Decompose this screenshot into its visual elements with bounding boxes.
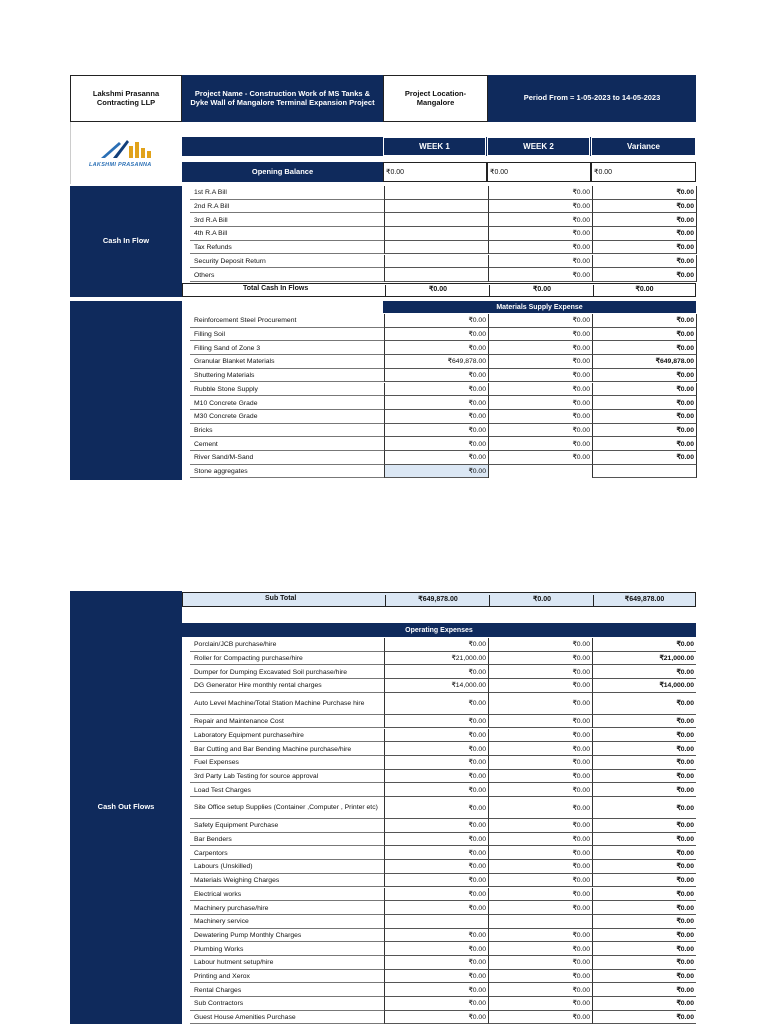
operating-row-week2: ₹0.00 bbox=[488, 797, 592, 819]
operating-row-week1: ₹0.00 bbox=[384, 783, 488, 797]
operating-row-label: Electrical works bbox=[194, 890, 242, 898]
operating-row-week1: ₹0.00 bbox=[384, 833, 488, 847]
operating-row-label: Dumper for Dumping Excavated Soil purchase/hire bbox=[194, 668, 348, 676]
cash-in-row bbox=[182, 255, 696, 269]
operating-row-label: Guest House Amenities Purchase bbox=[194, 1014, 296, 1022]
operating-row-variance: ₹14,000.00 bbox=[592, 679, 696, 693]
subtotal-row: Sub Total ₹649,878.00 ₹0.00 ₹649,878.00 bbox=[182, 592, 696, 607]
operating-row bbox=[182, 783, 696, 797]
materials-row bbox=[182, 355, 696, 369]
total-cash-in-week1: ₹0.00 bbox=[385, 285, 490, 297]
cash-in-row-week2: ₹0.00 bbox=[488, 186, 592, 200]
materials-row-week2: ₹0.00 bbox=[488, 314, 592, 328]
operating-row-week2: ₹0.00 bbox=[488, 846, 592, 860]
operating-row-label: Bar Benders bbox=[194, 836, 232, 844]
operating-row-week1: ₹0.00 bbox=[384, 997, 488, 1011]
cash-in-row-label: 2nd R.A Bill bbox=[194, 203, 230, 211]
materials-row-week2: ₹0.00 bbox=[488, 451, 592, 465]
cash-in-row bbox=[182, 227, 696, 241]
operating-row bbox=[182, 715, 696, 729]
cash-in-row-divider bbox=[190, 281, 384, 282]
operating-row-variance: ₹0.00 bbox=[592, 929, 696, 943]
cash-in-row-variance: ₹0.00 bbox=[592, 200, 697, 214]
operating-row-week2: ₹0.00 bbox=[488, 693, 592, 715]
cash-in-row bbox=[182, 241, 696, 255]
materials-row-week2: ₹0.00 bbox=[488, 355, 592, 369]
project-location-cell bbox=[383, 75, 488, 122]
cash-in-row-label: 1st R.A Bill bbox=[194, 189, 227, 197]
operating-row bbox=[182, 756, 696, 770]
materials-row bbox=[182, 451, 696, 465]
operating-row-week2: ₹0.00 bbox=[488, 783, 592, 797]
operating-row-variance: ₹0.00 bbox=[592, 729, 696, 743]
materials-row-week2 bbox=[488, 465, 592, 479]
operating-row-label: DG Generator Hire monthly rental charges bbox=[194, 682, 322, 690]
operating-row-week1: ₹0.00 bbox=[384, 756, 488, 770]
operating-row-variance: ₹0.00 bbox=[592, 915, 696, 929]
operating-row-week2: ₹0.00 bbox=[488, 970, 592, 984]
logo-cell bbox=[70, 122, 182, 184]
cash-in-row-week1 bbox=[384, 200, 488, 214]
cash-in-row-week1 bbox=[384, 241, 488, 255]
operating-row-label: Machinery purchase/hire bbox=[194, 904, 269, 912]
period-text: Period From = 1-05-2023 to 14-05-2023 bbox=[523, 93, 661, 103]
materials-row-label: Filling Soil bbox=[194, 331, 225, 339]
materials-row bbox=[182, 328, 696, 342]
operating-row-week1: ₹0.00 bbox=[384, 901, 488, 915]
operating-row-week2: ₹0.00 bbox=[488, 888, 592, 902]
materials-row bbox=[182, 437, 696, 451]
materials-row-label: Rubble Stone Supply bbox=[194, 385, 258, 393]
operating-row-week2: ₹0.00 bbox=[488, 770, 592, 784]
sheet-page-2 bbox=[70, 591, 696, 1024]
operating-row bbox=[182, 929, 696, 943]
operating-row-week2: ₹0.00 bbox=[488, 819, 592, 833]
materials-row-variance bbox=[592, 465, 697, 479]
materials-row bbox=[182, 383, 696, 397]
materials-row-week1: ₹0.00 bbox=[384, 424, 488, 438]
cash-in-row-week1 bbox=[384, 227, 488, 241]
operating-row-variance: ₹0.00 bbox=[592, 833, 696, 847]
operating-row-week2 bbox=[488, 915, 592, 929]
operating-row-variance: ₹0.00 bbox=[592, 888, 696, 902]
materials-row bbox=[182, 424, 696, 438]
materials-row-label: Bricks bbox=[194, 426, 213, 434]
materials-row-variance: ₹0.00 bbox=[592, 341, 697, 355]
cash-out-section-page1 bbox=[70, 301, 182, 480]
materials-row-week1: ₹0.00 bbox=[384, 410, 488, 424]
operating-row-week2: ₹0.00 bbox=[488, 679, 592, 693]
operating-row-week1: ₹0.00 bbox=[384, 729, 488, 743]
cash-in-row-week2: ₹0.00 bbox=[488, 268, 592, 282]
operating-row bbox=[182, 970, 696, 984]
materials-row-divider bbox=[190, 477, 384, 478]
operating-row-week2: ₹0.00 bbox=[488, 715, 592, 729]
cash-in-rows bbox=[182, 186, 696, 283]
operating-row-variance: ₹0.00 bbox=[592, 997, 696, 1011]
cash-in-row-week2: ₹0.00 bbox=[488, 255, 592, 269]
materials-row-week2: ₹0.00 bbox=[488, 437, 592, 451]
operating-row-week2: ₹0.00 bbox=[488, 860, 592, 874]
opening-balance-week2: ₹0.00 bbox=[487, 162, 591, 182]
operating-row-week2: ₹0.00 bbox=[488, 942, 592, 956]
materials-row-label: Shuttering Materials bbox=[194, 372, 255, 380]
materials-row-label: Reinforcement Steel Procurement bbox=[194, 317, 297, 325]
cash-in-row-week2: ₹0.00 bbox=[488, 227, 592, 241]
operating-row bbox=[182, 770, 696, 784]
materials-row-variance: ₹0.00 bbox=[592, 328, 697, 342]
cash-in-row bbox=[182, 200, 696, 214]
operating-row bbox=[182, 819, 696, 833]
cash-in-row-week1 bbox=[384, 268, 488, 282]
cash-in-row-week2: ₹0.00 bbox=[488, 200, 592, 214]
cash-in-row bbox=[182, 213, 696, 227]
operating-row-variance: ₹0.00 bbox=[592, 783, 696, 797]
operating-row-variance: ₹0.00 bbox=[592, 874, 696, 888]
operating-row-week1 bbox=[384, 915, 488, 929]
materials-row-variance: ₹0.00 bbox=[592, 437, 697, 451]
operating-row-week1: ₹14,000.00 bbox=[384, 679, 488, 693]
operating-row-week2: ₹0.00 bbox=[488, 901, 592, 915]
variance-header: Variance bbox=[591, 137, 696, 156]
operating-row bbox=[182, 997, 696, 1011]
materials-row-week2: ₹0.00 bbox=[488, 369, 592, 383]
operating-row-variance: ₹0.00 bbox=[592, 797, 696, 819]
cash-in-row-week2: ₹0.00 bbox=[488, 241, 592, 255]
operating-row-variance: ₹0.00 bbox=[592, 665, 696, 679]
subtotal-variance: ₹649,878.00 bbox=[593, 595, 695, 607]
cash-in-row-week1 bbox=[384, 186, 488, 200]
operating-row-week1: ₹0.00 bbox=[384, 693, 488, 715]
materials-row-label: Cement bbox=[194, 440, 218, 448]
subtotal-week1: ₹649,878.00 bbox=[385, 595, 490, 607]
cash-in-row-week2: ₹0.00 bbox=[488, 213, 592, 227]
operating-row bbox=[182, 693, 696, 715]
materials-row-label: Granular Blanket Materials bbox=[194, 358, 275, 366]
operating-row-label: Machinery service bbox=[194, 918, 249, 926]
operating-row bbox=[182, 983, 696, 997]
operating-row bbox=[182, 638, 696, 652]
materials-row bbox=[182, 314, 696, 328]
operating-row-week1: ₹0.00 bbox=[384, 874, 488, 888]
operating-row-label: Repair and Maintenance Cost bbox=[194, 718, 284, 726]
operating-row-variance: ₹0.00 bbox=[592, 901, 696, 915]
operating-row-week2: ₹0.00 bbox=[488, 929, 592, 943]
materials-row-label: M10 Concrete Grade bbox=[194, 399, 258, 407]
operating-row bbox=[182, 679, 696, 693]
cash-in-row-label: Others bbox=[194, 271, 215, 279]
total-cash-in-variance: ₹0.00 bbox=[593, 285, 695, 297]
operating-row-label: Auto Level Machine/Total Station Machine Purchase hire bbox=[194, 700, 365, 708]
operating-row-label: Plumbing Works bbox=[194, 945, 244, 953]
operating-row-variance: ₹0.00 bbox=[592, 846, 696, 860]
operating-row-label: Labour hutment setup/hire bbox=[194, 959, 274, 967]
operating-row-variance: ₹0.00 bbox=[592, 742, 696, 756]
operating-row bbox=[182, 665, 696, 679]
materials-row bbox=[182, 396, 696, 410]
operating-row bbox=[182, 901, 696, 915]
opening-balance-label-cell: Opening Balance bbox=[182, 162, 383, 182]
company-logo-icon bbox=[99, 136, 159, 160]
operating-row-label: Bar Cutting and Bar Bending Machine purchase/hire bbox=[194, 745, 352, 753]
project-location: Project Location- Mangalore bbox=[404, 88, 467, 107]
operating-row-week1: ₹0.00 bbox=[384, 715, 488, 729]
subtotal-week2: ₹0.00 bbox=[489, 595, 594, 607]
operating-row-variance: ₹0.00 bbox=[592, 819, 696, 833]
operating-row-label: Sub Contractors bbox=[194, 1000, 244, 1008]
operating-row bbox=[182, 1011, 696, 1024]
cash-in-row-week1 bbox=[384, 213, 488, 227]
operating-row-label: Fuel Expenses bbox=[194, 759, 239, 767]
operating-row bbox=[182, 888, 696, 902]
operating-row-week2: ₹0.00 bbox=[488, 756, 592, 770]
opening-balance-variance: ₹0.00 bbox=[591, 162, 696, 182]
operating-row-week1: ₹0.00 bbox=[384, 665, 488, 679]
materials-row bbox=[182, 341, 696, 355]
week1-header: WEEK 1 bbox=[383, 137, 486, 156]
operating-row-label: Roller for Compacting purchase/hire bbox=[194, 655, 303, 663]
opening-balance-week1: ₹0.00 bbox=[383, 162, 487, 182]
materials-row-label: River Sand/M-Sand bbox=[194, 454, 254, 462]
operating-row bbox=[182, 833, 696, 847]
cash-out-flows-section: Cash Out Flows bbox=[70, 591, 182, 1024]
materials-row-week2: ₹0.00 bbox=[488, 341, 592, 355]
operating-row-label: 3rd Party Lab Testing for source approval bbox=[194, 772, 319, 780]
materials-row-variance: ₹0.00 bbox=[592, 396, 697, 410]
operating-row-label: Labours (Unskilled) bbox=[194, 863, 253, 871]
operating-row-week1: ₹0.00 bbox=[384, 860, 488, 874]
operating-row-variance: ₹0.00 bbox=[592, 860, 696, 874]
materials-row-label: Filling Sand of Zone 3 bbox=[194, 344, 261, 352]
operating-row-label: Porclain/JCB purchase/hire bbox=[194, 641, 277, 649]
operating-row-week2: ₹0.00 bbox=[488, 665, 592, 679]
sheet-page-1 bbox=[70, 75, 696, 480]
period-cell bbox=[488, 75, 696, 122]
operating-row bbox=[182, 942, 696, 956]
operating-row bbox=[182, 860, 696, 874]
company-name-cell bbox=[70, 75, 182, 122]
operating-row bbox=[182, 846, 696, 860]
operating-row-label: Printing and Xerox bbox=[194, 973, 250, 981]
operating-row-week2: ₹0.00 bbox=[488, 652, 592, 666]
cash-in-row bbox=[182, 186, 696, 200]
materials-rows bbox=[182, 314, 696, 480]
company-name: Lakshmi Prasanna Contracting LLP bbox=[92, 88, 160, 107]
operating-row-label: Laboratory Equipment purchase/hire bbox=[194, 731, 304, 739]
operating-row-variance: ₹0.00 bbox=[592, 715, 696, 729]
materials-row-label: Stone aggregates bbox=[194, 468, 248, 476]
cash-in-row bbox=[182, 268, 696, 282]
cash-in-row-variance: ₹0.00 bbox=[592, 227, 697, 241]
operating-row-week1: ₹0.00 bbox=[384, 942, 488, 956]
operating-row-week1: ₹0.00 bbox=[384, 983, 488, 997]
materials-row-variance: ₹649,878.00 bbox=[592, 355, 697, 369]
materials-row-variance: ₹0.00 bbox=[592, 410, 697, 424]
materials-row-week1: ₹0.00 bbox=[384, 314, 488, 328]
materials-row bbox=[182, 369, 696, 383]
materials-row-variance: ₹0.00 bbox=[592, 383, 697, 397]
materials-row-week2: ₹0.00 bbox=[488, 328, 592, 342]
operating-row bbox=[182, 915, 696, 929]
total-cash-in-week2: ₹0.00 bbox=[489, 285, 594, 297]
operating-row-week2: ₹0.00 bbox=[488, 874, 592, 888]
materials-row-week1: ₹0.00 bbox=[384, 451, 488, 465]
operating-row-week2: ₹0.00 bbox=[488, 1011, 592, 1024]
materials-row-week1: ₹0.00 bbox=[384, 383, 488, 397]
cash-in-row-week1 bbox=[384, 255, 488, 269]
operating-row-week2: ₹0.00 bbox=[488, 638, 592, 652]
operating-row-label: Rental Charges bbox=[194, 986, 242, 994]
operating-row-variance: ₹0.00 bbox=[592, 942, 696, 956]
materials-row-week1: ₹0.00 bbox=[384, 369, 488, 383]
cash-in-row-label: 4th R.A Bill bbox=[194, 230, 228, 238]
operating-row-week2: ₹0.00 bbox=[488, 983, 592, 997]
operating-row-week1: ₹0.00 bbox=[384, 797, 488, 819]
week2-header: WEEK 2 bbox=[487, 137, 590, 156]
operating-row-week1: ₹0.00 bbox=[384, 770, 488, 784]
operating-row-variance: ₹0.00 bbox=[592, 756, 696, 770]
operating-row-week2: ₹0.00 bbox=[488, 997, 592, 1011]
operating-row-variance: ₹0.00 bbox=[592, 693, 696, 715]
materials-row-week1: ₹0.00 bbox=[384, 328, 488, 342]
materials-row-variance: ₹0.00 bbox=[592, 424, 697, 438]
materials-row-variance: ₹0.00 bbox=[592, 369, 697, 383]
operating-row-week1: ₹0.00 bbox=[384, 888, 488, 902]
operating-row-variance: ₹0.00 bbox=[592, 983, 696, 997]
materials-row-week2: ₹0.00 bbox=[488, 410, 592, 424]
operating-rows bbox=[182, 638, 696, 1024]
operating-row-label: Safety Equipment Purchase bbox=[194, 822, 279, 830]
operating-row bbox=[182, 956, 696, 970]
total-cash-in-row: Total Cash In Flows ₹0.00 ₹0.00 ₹0.00 bbox=[182, 283, 696, 297]
materials-row-week1: ₹649,878.00 bbox=[384, 355, 488, 369]
materials-row-week1: ₹0.00 bbox=[384, 465, 488, 479]
cash-in-flow-section: Cash In Flow bbox=[70, 186, 182, 297]
materials-row bbox=[182, 465, 696, 479]
materials-row-week2: ₹0.00 bbox=[488, 424, 592, 438]
operating-row-week1: ₹21,000.00 bbox=[384, 652, 488, 666]
materials-row-variance: ₹0.00 bbox=[592, 451, 697, 465]
operating-row-variance: ₹0.00 bbox=[592, 770, 696, 784]
operating-row-week1: ₹0.00 bbox=[384, 742, 488, 756]
operating-row-variance: ₹21,000.00 bbox=[592, 652, 696, 666]
operating-row-week1: ₹0.00 bbox=[384, 846, 488, 860]
operating-row-label: Site Office setup Supplies (Container ,Computer , Printer etc) bbox=[194, 804, 378, 812]
materials-supply-header: Materials Supply Expense bbox=[383, 301, 696, 313]
cash-in-row-variance: ₹0.00 bbox=[592, 255, 697, 269]
operating-row bbox=[182, 797, 696, 819]
operating-row-week1: ₹0.00 bbox=[384, 1011, 488, 1024]
operating-row bbox=[182, 729, 696, 743]
cash-in-row-variance: ₹0.00 bbox=[592, 241, 697, 255]
operating-row-label: Load Test Charges bbox=[194, 786, 251, 794]
cash-in-row-variance: ₹0.00 bbox=[592, 213, 697, 227]
operating-expenses-header: Operating Expenses bbox=[182, 623, 696, 637]
project-name-cell bbox=[182, 75, 383, 122]
operating-row-week1: ₹0.00 bbox=[384, 638, 488, 652]
cash-in-row-label: 3rd R.A Bill bbox=[194, 216, 228, 224]
operating-row-variance: ₹0.00 bbox=[592, 1011, 696, 1024]
operating-row-week2: ₹0.00 bbox=[488, 742, 592, 756]
operating-row-week2: ₹0.00 bbox=[488, 956, 592, 970]
operating-row-label: Dewatering Pump Monthly Charges bbox=[194, 931, 302, 939]
materials-row-week1: ₹0.00 bbox=[384, 437, 488, 451]
cash-in-row-variance: ₹0.00 bbox=[592, 268, 697, 282]
operating-row-variance: ₹0.00 bbox=[592, 956, 696, 970]
cash-in-row-variance: ₹0.00 bbox=[592, 186, 697, 200]
materials-row-week2: ₹0.00 bbox=[488, 383, 592, 397]
operating-row-label: Materials Weighing Charges bbox=[194, 877, 280, 885]
project-name: Project Name - Construction Work of MS Tanks & Dyke Wall of Mangalore Terminal Expansion Project bbox=[190, 88, 375, 107]
cash-in-row-label: Security Deposit Return bbox=[194, 257, 266, 265]
materials-row-label: M30 Concrete Grade bbox=[194, 413, 258, 421]
operating-row-label: Carpentors bbox=[194, 849, 228, 857]
operating-row-week1: ₹0.00 bbox=[384, 956, 488, 970]
logo-text: LAKSHMI PRASANNA bbox=[89, 162, 152, 168]
operating-row-week1: ₹0.00 bbox=[384, 819, 488, 833]
operating-row-week2: ₹0.00 bbox=[488, 833, 592, 847]
operating-row-week1: ₹0.00 bbox=[384, 970, 488, 984]
operating-row-variance: ₹0.00 bbox=[592, 638, 696, 652]
materials-row bbox=[182, 410, 696, 424]
operating-row bbox=[182, 652, 696, 666]
materials-row-variance: ₹0.00 bbox=[592, 314, 697, 328]
operating-row-week2: ₹0.00 bbox=[488, 729, 592, 743]
operating-row-variance: ₹0.00 bbox=[592, 970, 696, 984]
cash-in-row-label: Tax Refunds bbox=[194, 244, 232, 252]
operating-row-week1: ₹0.00 bbox=[384, 929, 488, 943]
materials-row-week1: ₹0.00 bbox=[384, 341, 488, 355]
materials-row-week2: ₹0.00 bbox=[488, 396, 592, 410]
operating-row bbox=[182, 874, 696, 888]
operating-row bbox=[182, 742, 696, 756]
materials-row-week1: ₹0.00 bbox=[384, 396, 488, 410]
